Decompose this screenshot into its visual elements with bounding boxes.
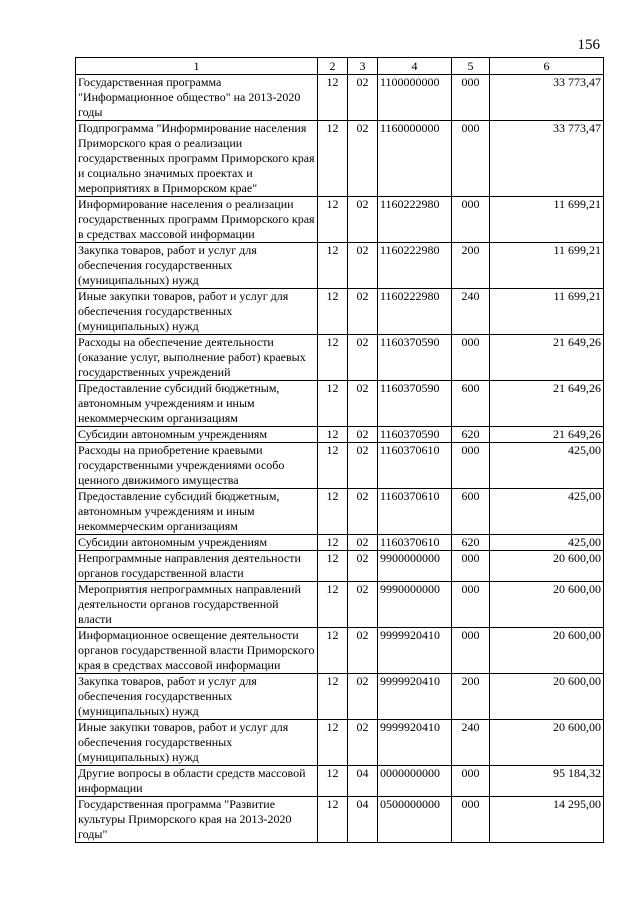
row-subsection: 02 bbox=[348, 628, 378, 674]
row-subsection: 02 bbox=[348, 582, 378, 628]
row-target-article: 9990000000 bbox=[378, 582, 452, 628]
table-row bbox=[76, 797, 604, 843]
row-name: Расходы на приобретение краевыми государственными учреждениями особо ценного движимого имущества bbox=[76, 443, 318, 489]
row-section: 12 bbox=[318, 121, 348, 197]
row-name: Мероприятия непрограммных направлений деятельности органов государственной власти bbox=[76, 582, 318, 628]
row-expense-type: 000 bbox=[452, 766, 490, 797]
row-name: Закупка товаров, работ и услуг для обеспечения государственных (муниципальных) нужд bbox=[76, 674, 318, 720]
row-subsection: 04 bbox=[348, 766, 378, 797]
row-name: Закупка товаров, работ и услуг для обеспечения государственных (муниципальных) нужд bbox=[76, 243, 318, 289]
table-row bbox=[76, 674, 604, 720]
row-name: Расходы на обеспечение деятельности (оказание услуг, выполнение работ) краевых государственных учреждений bbox=[76, 335, 318, 381]
row-expense-type: 620 bbox=[452, 535, 490, 551]
row-expense-type: 000 bbox=[452, 75, 490, 121]
table-row bbox=[76, 766, 604, 797]
row-expense-type: 000 bbox=[452, 582, 490, 628]
row-name: Субсидии автономным учреждениям bbox=[76, 535, 318, 551]
row-amount: 33 773,47 bbox=[490, 75, 604, 121]
row-target-article: 9999920410 bbox=[378, 720, 452, 766]
row-section: 12 bbox=[318, 427, 348, 443]
row-amount: 95 184,32 bbox=[490, 766, 604, 797]
row-section: 12 bbox=[318, 197, 348, 243]
row-amount: 425,00 bbox=[490, 443, 604, 489]
row-amount: 11 699,21 bbox=[490, 197, 604, 243]
row-subsection: 02 bbox=[348, 243, 378, 289]
table-row bbox=[76, 427, 604, 443]
table-row bbox=[76, 75, 604, 121]
row-amount: 14 295,00 bbox=[490, 797, 604, 843]
row-amount: 20 600,00 bbox=[490, 674, 604, 720]
row-target-article: 1160370590 bbox=[378, 335, 452, 381]
table-row bbox=[76, 243, 604, 289]
row-name: Иные закупки товаров, работ и услуг для обеспечения государственных (муниципальных) нужд bbox=[76, 289, 318, 335]
row-expense-type: 000 bbox=[452, 197, 490, 243]
row-amount: 11 699,21 bbox=[490, 289, 604, 335]
table-row bbox=[76, 628, 604, 674]
row-name: Подпрограмма "Информирование населения Приморского края о реализации государственных программ Приморского края и социально значимых проектах и мероприятиях в Приморском крае" bbox=[76, 121, 318, 197]
row-section: 12 bbox=[318, 443, 348, 489]
row-amount: 20 600,00 bbox=[490, 551, 604, 582]
row-subsection: 02 bbox=[348, 443, 378, 489]
row-section: 12 bbox=[318, 289, 348, 335]
row-section: 12 bbox=[318, 674, 348, 720]
row-target-article: 1160000000 bbox=[378, 121, 452, 197]
row-target-article: 1160370590 bbox=[378, 427, 452, 443]
column-header: 3 bbox=[348, 58, 378, 75]
row-amount: 21 649,26 bbox=[490, 335, 604, 381]
row-subsection: 02 bbox=[348, 535, 378, 551]
row-subsection: 02 bbox=[348, 674, 378, 720]
column-header: 2 bbox=[318, 58, 348, 75]
row-section: 12 bbox=[318, 720, 348, 766]
row-section: 12 bbox=[318, 535, 348, 551]
row-expense-type: 600 bbox=[452, 381, 490, 427]
row-subsection: 02 bbox=[348, 489, 378, 535]
table-row bbox=[76, 121, 604, 197]
row-name: Предоставление субсидий бюджетным, автономным учреждениям и иным некоммерческим организациям bbox=[76, 381, 318, 427]
row-name: Информационное освещение деятельности органов государственной власти Приморского края в средствах массовой информации bbox=[76, 628, 318, 674]
row-target-article: 0000000000 bbox=[378, 766, 452, 797]
row-name: Государственная программа "Информационное общество" на 2013-2020 годы bbox=[76, 75, 318, 121]
row-target-article: 1160370610 bbox=[378, 489, 452, 535]
row-subsection: 02 bbox=[348, 335, 378, 381]
row-section: 12 bbox=[318, 766, 348, 797]
table-row bbox=[76, 535, 604, 551]
row-subsection: 04 bbox=[348, 797, 378, 843]
row-target-article: 1160222980 bbox=[378, 197, 452, 243]
row-subsection: 02 bbox=[348, 381, 378, 427]
row-target-article: 1160370610 bbox=[378, 535, 452, 551]
row-amount: 425,00 bbox=[490, 489, 604, 535]
row-target-article: 0500000000 bbox=[378, 797, 452, 843]
row-name: Информирование населения о реализации государственных программ Приморского края в средствах массовой информации bbox=[76, 197, 318, 243]
table-row bbox=[76, 381, 604, 427]
table-header-row bbox=[76, 58, 604, 75]
row-amount: 20 600,00 bbox=[490, 720, 604, 766]
row-target-article: 9900000000 bbox=[378, 551, 452, 582]
row-name: Иные закупки товаров, работ и услуг для обеспечения государственных (муниципальных) нужд bbox=[76, 720, 318, 766]
row-section: 12 bbox=[318, 628, 348, 674]
row-subsection: 02 bbox=[348, 75, 378, 121]
row-subsection: 02 bbox=[348, 427, 378, 443]
row-subsection: 02 bbox=[348, 121, 378, 197]
column-header: 4 bbox=[378, 58, 452, 75]
row-section: 12 bbox=[318, 335, 348, 381]
row-expense-type: 000 bbox=[452, 443, 490, 489]
row-section: 12 bbox=[318, 381, 348, 427]
row-section: 12 bbox=[318, 243, 348, 289]
row-expense-type: 620 bbox=[452, 427, 490, 443]
row-amount: 20 600,00 bbox=[490, 628, 604, 674]
row-expense-type: 240 bbox=[452, 289, 490, 335]
row-name: Государственная программа "Развитие культуры Приморского края на 2013-2020 годы" bbox=[76, 797, 318, 843]
row-subsection: 02 bbox=[348, 720, 378, 766]
row-section: 12 bbox=[318, 489, 348, 535]
row-expense-type: 200 bbox=[452, 243, 490, 289]
page-number: 156 bbox=[577, 37, 600, 53]
row-name: Субсидии автономным учреждениям bbox=[76, 427, 318, 443]
row-expense-type: 000 bbox=[452, 335, 490, 381]
row-amount: 21 649,26 bbox=[490, 381, 604, 427]
row-expense-type: 000 bbox=[452, 551, 490, 582]
row-target-article: 1160370590 bbox=[378, 381, 452, 427]
row-name: Предоставление субсидий бюджетным, автономным учреждениям и иным некоммерческим организациям bbox=[76, 489, 318, 535]
row-amount: 20 600,00 bbox=[490, 582, 604, 628]
row-amount: 33 773,47 bbox=[490, 121, 604, 197]
row-section: 12 bbox=[318, 582, 348, 628]
row-expense-type: 000 bbox=[452, 628, 490, 674]
row-expense-type: 600 bbox=[452, 489, 490, 535]
column-header: 1 bbox=[76, 58, 318, 75]
row-name: Другие вопросы в области средств массовой информации bbox=[76, 766, 318, 797]
row-expense-type: 200 bbox=[452, 674, 490, 720]
row-section: 12 bbox=[318, 75, 348, 121]
table-row bbox=[76, 582, 604, 628]
row-target-article: 9999920410 bbox=[378, 674, 452, 720]
row-subsection: 02 bbox=[348, 289, 378, 335]
row-target-article: 1160222980 bbox=[378, 289, 452, 335]
row-expense-type: 000 bbox=[452, 121, 490, 197]
table-row bbox=[76, 289, 604, 335]
table-row bbox=[76, 489, 604, 535]
budget-table bbox=[75, 57, 604, 843]
row-subsection: 02 bbox=[348, 551, 378, 582]
row-expense-type: 000 bbox=[452, 797, 490, 843]
row-amount: 425,00 bbox=[490, 535, 604, 551]
row-target-article: 1100000000 bbox=[378, 75, 452, 121]
column-header: 6 bbox=[490, 58, 604, 75]
row-section: 12 bbox=[318, 797, 348, 843]
row-amount: 21 649,26 bbox=[490, 427, 604, 443]
row-target-article: 1160222980 bbox=[378, 243, 452, 289]
column-header: 5 bbox=[452, 58, 490, 75]
row-section: 12 bbox=[318, 551, 348, 582]
table-row bbox=[76, 551, 604, 582]
row-target-article: 9999920410 bbox=[378, 628, 452, 674]
table-row bbox=[76, 335, 604, 381]
row-amount: 11 699,21 bbox=[490, 243, 604, 289]
table-row bbox=[76, 443, 604, 489]
table-row bbox=[76, 720, 604, 766]
row-name: Непрограммные направления деятельности органов государственной власти bbox=[76, 551, 318, 582]
row-expense-type: 240 bbox=[452, 720, 490, 766]
row-target-article: 1160370610 bbox=[378, 443, 452, 489]
row-subsection: 02 bbox=[348, 197, 378, 243]
table-row bbox=[76, 197, 604, 243]
